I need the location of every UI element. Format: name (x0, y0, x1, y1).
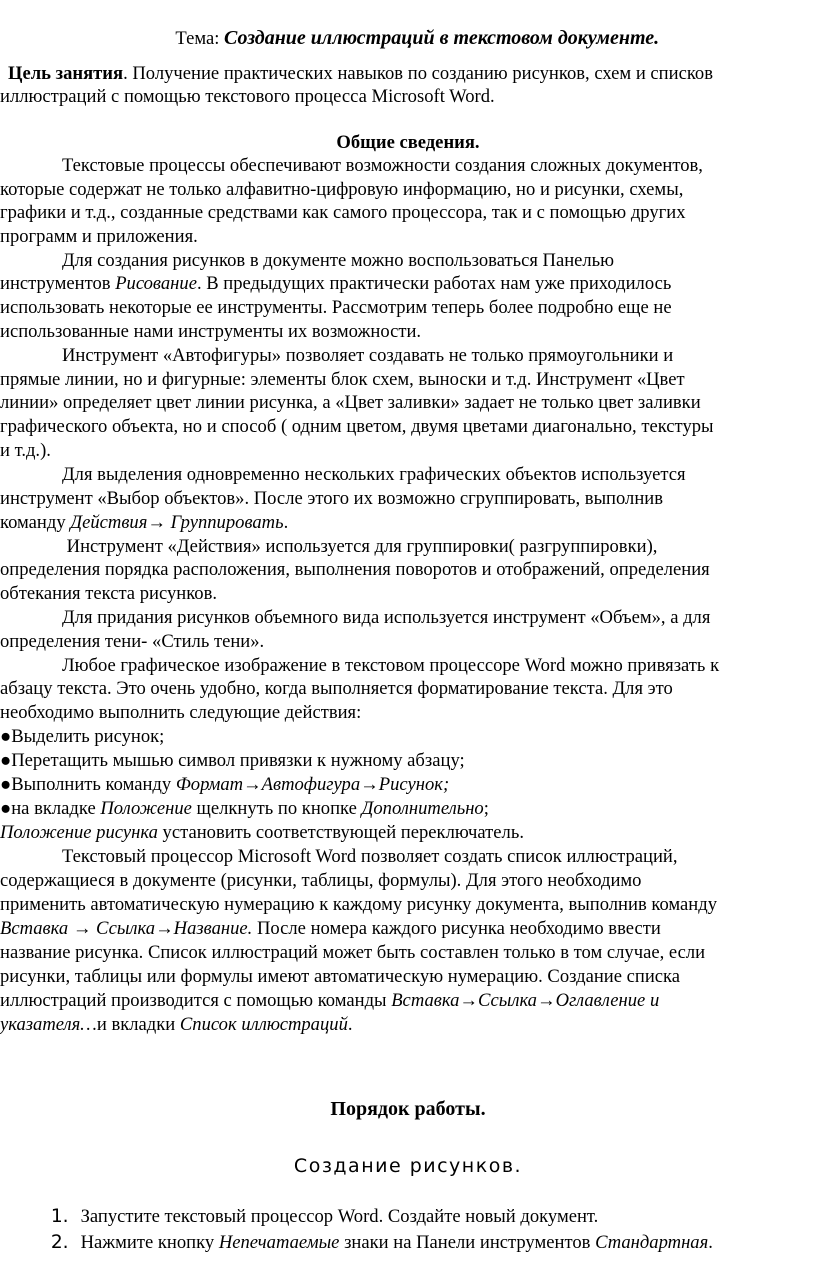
bullet-item: ●на вкладке Положение щелкнуть по кнопке Дополнительно; (0, 798, 489, 819)
bullet-continuation: Положение рисунка установить соответствующей переключатель. (0, 822, 524, 843)
p4-line: инструмент «Выбор объектов». После этого их возможно сгруппировать, выполнив (0, 488, 664, 509)
p3-line: и т.д.). (0, 440, 51, 461)
p8-line: рисунки, таблицы или формулы имеют автоматическую нумерацию. Создание списка (0, 966, 681, 987)
p5-line: обтекания текста рисунков. (0, 583, 218, 604)
p7-line: Любое графическое изображение в текстовом процессоре Word можно привязать к (62, 655, 720, 676)
p1-line: которые содержат не только алфавитно-цифровую информацию, но и рисунки, схемы, (0, 179, 684, 200)
goal-line-2: иллюстраций с помощью текстового процесса Microsoft Word. (0, 86, 495, 107)
p2-line: использовать некоторые ее инструменты. Рассмотрим теперь более подробно еще не (0, 297, 672, 318)
p1-line: графики и т.д., созданные средствами как самого процессора, так и с помощью других (0, 202, 686, 223)
procedure-subheading: Создание рисунков. (293, 1155, 523, 1177)
p5-line: определения порядка расположения, выполнения поворотов и отображений, определения (0, 559, 710, 580)
p2-line: инструментов Рисование. В предыдущих практически работах нам уже приходилось (0, 273, 672, 294)
p8-line: применить автоматическую нумерацию к каждому рисунку документа, выполнив команду (0, 894, 718, 915)
p6-line: Для придания рисунков объемного вида используется инструмент «Объем», а для (62, 607, 711, 628)
step-number: 2. (50, 1232, 69, 1253)
p8-line: Вставка → Ссылка→Название. После номера каждого рисунка необходимо ввести (0, 918, 661, 939)
bullet-item: ●Перетащить мышью символ привязки к нужному абзацу; (0, 750, 465, 771)
p2-line: использованные нами инструменты их возможности. (0, 321, 422, 342)
bullet-item: ●Выделить рисунок; (0, 726, 165, 747)
bullet-item: ●Выполнить команду Формат→Автофигура→Рисунок; (0, 774, 450, 795)
step-number: 1. (50, 1206, 69, 1227)
p4-line: Для выделения одновременно нескольких графических объектов используется (62, 464, 686, 485)
step-item: 1. Запустите текстовый процессор Word. Создайте новый документ. (0, 1182, 598, 1251)
p2-line: Для создания рисунков в документе можно воспользоваться Панелью (62, 250, 615, 271)
p1-line: программ и приложения. (0, 226, 198, 247)
p8-line: название рисунка. Список иллюстраций может быть составлен только в том случае, если (0, 942, 706, 963)
p7-line: необходимо выполнить следующие действия: (0, 702, 362, 723)
procedure-heading: Порядок работы. (330, 1098, 486, 1120)
p8-line: иллюстраций производится с помощью команды Вставка→Ссылка→Оглавление и (0, 990, 660, 1011)
goal-label: Цель занятия (8, 63, 124, 84)
p7-line: абзацу текста. Это очень удобно, когда выполняется форматирование текста. Для это (0, 678, 673, 699)
theme-title: Создание иллюстраций в текстовом документе. (224, 27, 660, 50)
p5-line: Инструмент «Действия» используется для группировки( разгруппировки), (62, 536, 658, 557)
p3-line: линии» определяет цвет линии рисунка, а «Цвет заливки» задает не только цвет заливки (0, 392, 701, 413)
p8-line: содержащиеся в документе (рисунки, таблицы, формулы). Для этого необходимо (0, 870, 642, 891)
p3-line: прямые линии, но и фигурные: элементы блок схем, выноски и т.д. Инструмент «Цвет (0, 369, 685, 390)
p6-line: определения тени- «Стиль тени». (0, 631, 265, 652)
theme-label: Тема: (175, 28, 225, 50)
goal-line-1: Цель занятия. Получение практических навыков по созданию рисунков, схем и списков (8, 63, 713, 84)
p3-line: графического объекта, но и способ ( одним цветом, двумя цветами диагонально, текстуры (0, 416, 714, 437)
p4-line: команду Действия→ Группировать. (0, 512, 289, 533)
p8-line: указателя…и вкладки Список иллюстраций. (0, 1014, 353, 1035)
step-item: 2. Нажмите кнопку Непечатаемые знаки на Панели инструментов Стандартная. (0, 1208, 713, 1277)
p3-line: Инструмент «Автофигуры» позволяет создавать не только прямоугольники и (62, 345, 674, 366)
p1-line: Текстовые процессы обеспечивают возможности создания сложных документов, (62, 155, 703, 176)
p8-line: Текстовый процессор Microsoft Word позволяет создать список иллюстраций, (62, 846, 678, 867)
general-heading: Общие сведения. (336, 132, 480, 153)
